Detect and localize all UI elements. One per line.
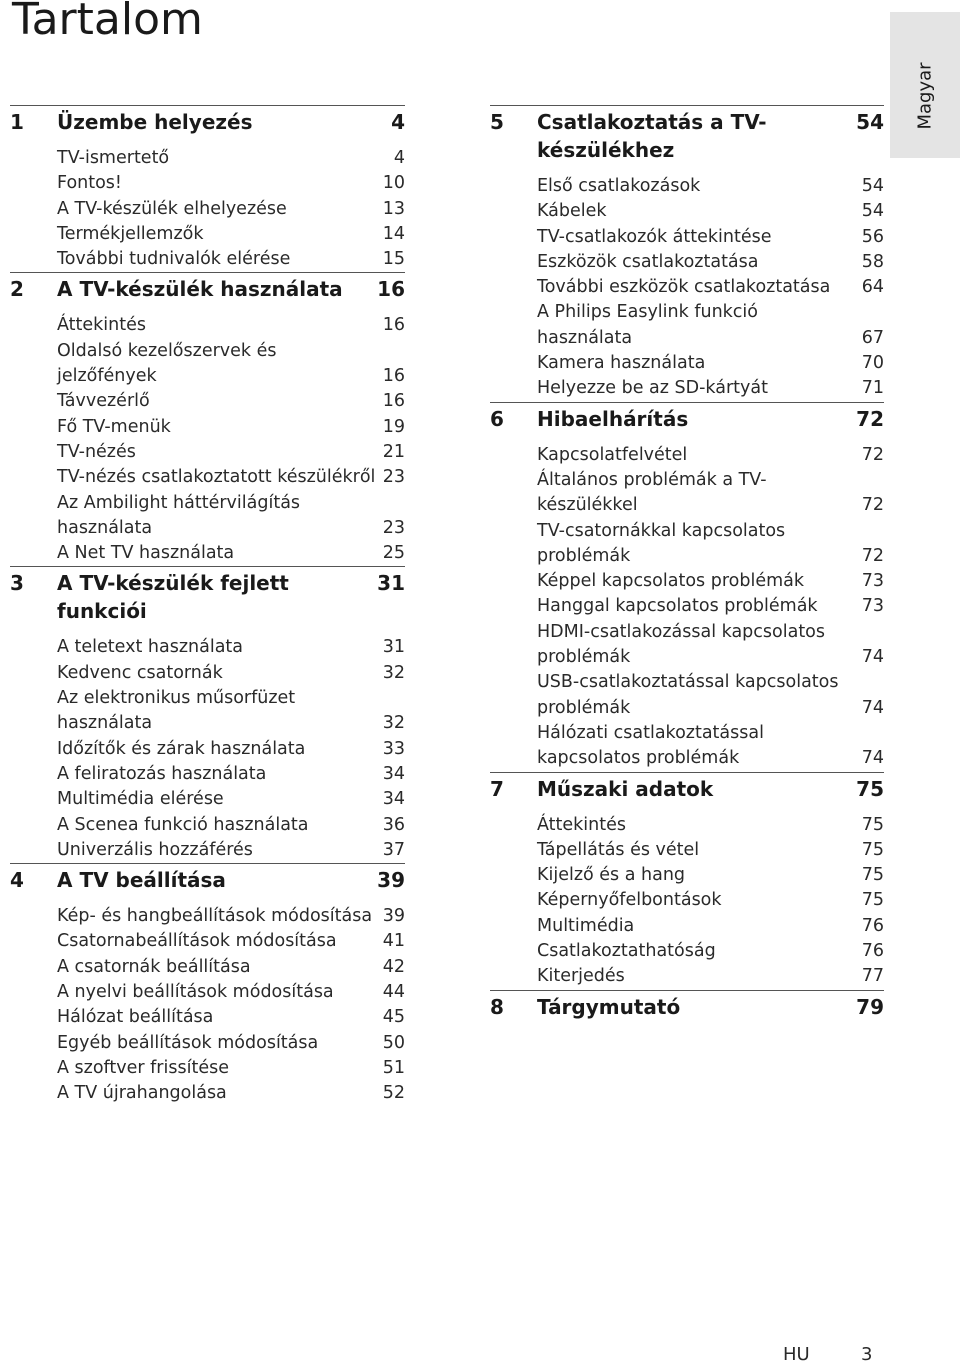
toc-entry-list [490, 174, 884, 402]
toc-entry[interactable] [537, 863, 884, 888]
toc-entry[interactable] [57, 955, 405, 980]
entry-page-number: 45 [382, 1007, 405, 1028]
entry-title: A Philips Easylink funkció használata [537, 302, 758, 348]
toc-entry[interactable] [57, 491, 405, 542]
entry-title: Fontos! [57, 173, 122, 194]
section-page-number: 72 [856, 406, 884, 431]
entry-page-number: 25 [382, 543, 405, 564]
toc-entry[interactable] [537, 225, 884, 250]
toc-entry[interactable] [57, 171, 405, 196]
toc-entry[interactable] [57, 762, 405, 787]
toc-entry-list [10, 313, 405, 566]
entry-page-number: 23 [382, 517, 405, 538]
section-number: 6 [490, 406, 504, 431]
entry-title: Termékjellemzők [57, 223, 204, 244]
entry-page-number: 64 [861, 277, 884, 298]
entry-title: TV-nézés [57, 441, 136, 462]
language-tab-label: Magyar [914, 62, 936, 130]
entry-page-number: 14 [382, 223, 405, 244]
section-heading[interactable] [10, 566, 405, 635]
entry-page-number: 75 [861, 814, 884, 835]
section-number: 7 [490, 776, 504, 801]
toc-entry[interactable] [57, 980, 405, 1005]
entry-title: Eszközök csatlakoztatása [537, 251, 759, 272]
entry-page-number: 75 [861, 839, 884, 860]
toc-entry-list [10, 635, 405, 863]
entry-page-number: 31 [382, 637, 405, 658]
section-title: Csatlakoztatás a TV-készülékhez [537, 110, 767, 162]
entry-page-number: 13 [382, 198, 405, 219]
toc-entry[interactable] [537, 888, 884, 913]
toc-section [10, 105, 405, 272]
section-number: 2 [10, 277, 24, 302]
entry-page-number: 42 [382, 956, 405, 977]
toc-entry[interactable] [537, 199, 884, 224]
entry-title: Fő TV-menük [57, 416, 171, 437]
section-number: 3 [10, 571, 24, 596]
section-page-number: 16 [377, 277, 405, 302]
section-title: Üzembe helyezés [57, 110, 253, 134]
section-heading[interactable] [490, 105, 884, 174]
entry-page-number: 10 [382, 173, 405, 194]
entry-title: Áttekintés [57, 315, 146, 336]
entry-page-number: 71 [861, 378, 884, 399]
entry-page-number: 75 [861, 865, 884, 886]
toc-entry[interactable] [537, 813, 884, 838]
entry-title: Kijelző és a hang [537, 865, 686, 886]
toc-entry[interactable] [57, 686, 405, 737]
entry-title: A Scenea funkció használata [57, 814, 309, 835]
toc-entry[interactable] [537, 721, 884, 772]
entry-title: A Net TV használata [57, 543, 235, 564]
entry-title: Kedvenc csatornák [57, 662, 223, 683]
entry-title: Az Ambilight háttérvilágítás használata [57, 492, 301, 538]
entry-page-number: 4 [393, 148, 405, 168]
entry-page-number: 16 [382, 366, 405, 387]
entry-page-number: 37 [382, 839, 405, 860]
entry-page-number: 19 [382, 416, 405, 437]
entry-page-number: 23 [382, 467, 405, 488]
toc-entry-list [10, 904, 405, 1106]
toc-entry[interactable] [537, 275, 884, 300]
entry-title: Kapcsolatfelvétel [537, 444, 688, 465]
entry-page-number: 39 [382, 906, 405, 927]
entry-page-number: 15 [382, 249, 405, 270]
entry-page-number: 72 [861, 495, 884, 516]
entry-page-number: 76 [861, 915, 884, 936]
entry-page-number: 75 [861, 890, 884, 911]
toc-entry[interactable] [537, 300, 884, 351]
entry-page-number: 70 [861, 353, 884, 374]
entry-page-number: 34 [382, 763, 405, 784]
toc-entry[interactable] [57, 222, 405, 247]
section-number: 4 [10, 868, 24, 893]
entry-page-number: 56 [861, 226, 884, 247]
toc-entry[interactable] [57, 737, 405, 762]
section-title: Műszaki adatok [537, 776, 714, 801]
toc-section [490, 772, 884, 990]
entry-page-number: 50 [382, 1032, 405, 1053]
toc-entry[interactable] [537, 620, 884, 671]
entry-title: Kép- és hangbeállítások módosítása [57, 906, 373, 927]
footer-page-number: 3 [861, 1344, 873, 1365]
entry-title: A teletext használata [57, 637, 243, 658]
toc-entry[interactable] [57, 1005, 405, 1030]
entry-title: Kábelek [537, 201, 607, 222]
toc-entry[interactable] [537, 376, 884, 401]
entry-title: Egyéb beállítások módosítása [57, 1032, 319, 1053]
entry-title: Hálózati csatlakoztatással kapcsolatos problémák [537, 722, 764, 769]
toc-entry[interactable] [57, 813, 405, 838]
entry-title: TV-csatlakozók áttekintése [537, 226, 772, 247]
toc-entry[interactable] [57, 313, 405, 338]
toc-entry[interactable] [537, 964, 884, 989]
entry-page-number: 32 [382, 713, 405, 734]
entry-title: A TV újrahangolása [57, 1083, 227, 1104]
entry-title: Az elektronikus műsorfüzet használata [57, 688, 296, 734]
toc-entry[interactable] [57, 661, 405, 686]
entry-page-number: 67 [861, 327, 884, 348]
entry-title: Univerzális hozzáférés [57, 839, 253, 860]
toc-right-column [490, 105, 884, 1031]
entry-title: HDMI-csatlakozással kapcsolatos problémák [537, 621, 826, 668]
toc-entry[interactable] [537, 519, 884, 570]
entry-title: Képernyőfelbontások [537, 890, 722, 911]
entry-page-number: 51 [382, 1057, 405, 1078]
toc-entry[interactable] [57, 1056, 405, 1081]
section-heading[interactable] [10, 105, 405, 146]
toc-entry[interactable] [537, 250, 884, 275]
section-page-number: 4 [391, 110, 405, 134]
entry-page-number: 41 [382, 931, 405, 952]
entry-title: Multimédia elérése [57, 789, 224, 810]
section-page-number: 39 [377, 868, 405, 893]
toc-entry-list [10, 146, 405, 272]
toc-entry[interactable] [57, 197, 405, 222]
entry-title: A TV-készülék elhelyezése [57, 198, 287, 219]
toc-entry-list [490, 813, 884, 990]
toc-entry[interactable] [537, 838, 884, 863]
toc-entry[interactable] [537, 670, 884, 721]
footer-language: HU [783, 1344, 810, 1365]
section-title: A TV beállítása [57, 868, 226, 893]
toc-section [490, 990, 884, 1031]
toc-entry[interactable] [537, 569, 884, 594]
section-title: A TV-készülék használata [57, 277, 343, 302]
entry-title: További eszközök csatlakoztatása [537, 277, 831, 298]
section-heading[interactable] [490, 402, 884, 443]
entry-page-number: 33 [382, 738, 405, 759]
toc-entry[interactable] [57, 904, 405, 929]
entry-page-number: 74 [861, 647, 884, 668]
toc-left-column [10, 105, 405, 1107]
entry-page-number: 44 [382, 982, 405, 1003]
entry-title: Időzítők és zárak használata [57, 738, 306, 759]
entry-title: A szoftver frissítése [57, 1057, 229, 1078]
toc-section [10, 272, 405, 566]
entry-title: TV-ismertető [57, 148, 170, 168]
entry-title: Képpel kapcsolatos problémák [537, 571, 804, 592]
toc-entry[interactable] [537, 914, 884, 939]
entry-page-number: 72 [861, 444, 884, 465]
section-heading[interactable] [10, 863, 405, 904]
entry-title: Áttekintés [537, 814, 626, 835]
page-title: Tartalom [12, 0, 203, 45]
section-page-number: 75 [856, 776, 884, 801]
toc-entry[interactable] [537, 939, 884, 964]
section-heading[interactable] [490, 990, 884, 1031]
entry-title: Multimédia [537, 915, 635, 936]
entry-page-number: 16 [382, 315, 405, 336]
toc-entry[interactable] [57, 1031, 405, 1056]
toc-section [10, 863, 405, 1106]
toc-section [490, 402, 884, 772]
entry-title: Hanggal kapcsolatos problémák [537, 596, 818, 617]
entry-title: TV-nézés csatlakoztatott készülékről [57, 467, 376, 488]
entry-page-number: 73 [861, 596, 884, 617]
entry-title: Oldalsó kezelőszervek és jelzőfények [57, 340, 277, 387]
toc-entry[interactable] [537, 468, 884, 519]
entry-page-number: 21 [382, 441, 405, 462]
entry-page-number: 76 [861, 941, 884, 962]
entry-page-number: 52 [382, 1083, 405, 1104]
entry-title: A csatornák beállítása [57, 956, 251, 977]
entry-page-number: 32 [382, 662, 405, 683]
toc-entry[interactable] [57, 838, 405, 863]
toc-entry[interactable] [57, 465, 405, 490]
entry-title: Kamera használata [537, 353, 706, 374]
language-tab [890, 12, 960, 158]
section-title: Tárgymutató [537, 994, 681, 1019]
toc-section [490, 105, 884, 402]
toc-entry[interactable] [57, 929, 405, 954]
entry-title: Kiterjedés [537, 966, 625, 987]
toc-entry[interactable] [537, 174, 884, 199]
entry-page-number: 74 [861, 748, 884, 769]
entry-title: A feliratozás használata [57, 763, 267, 784]
toc-entry[interactable] [57, 415, 405, 440]
toc-entry[interactable] [57, 787, 405, 812]
toc-section [10, 566, 405, 863]
entry-title: Helyezze be az SD-kártyát [537, 378, 768, 399]
section-title: Hibaelhárítás [537, 406, 689, 431]
entry-page-number: 54 [861, 176, 884, 196]
toc-entry[interactable] [57, 541, 405, 566]
toc-entry[interactable] [57, 247, 405, 272]
section-heading[interactable] [10, 272, 405, 313]
section-number: 5 [490, 110, 504, 134]
toc-entry-list [490, 443, 884, 772]
toc-entry[interactable] [57, 339, 405, 390]
toc-entry[interactable] [57, 440, 405, 465]
entry-page-number: 34 [382, 789, 405, 810]
entry-page-number: 77 [861, 966, 884, 987]
toc-entry[interactable] [57, 146, 405, 171]
entry-page-number: 54 [861, 201, 884, 222]
entry-title: USB-csatlakoztatással kapcsolatos problémák [537, 672, 839, 718]
toc-entry[interactable] [57, 1081, 405, 1106]
section-number: 8 [490, 994, 504, 1019]
entry-title: További tudnivalók elérése [57, 249, 291, 270]
toc-entry[interactable] [57, 635, 405, 660]
entry-title: Csatlakoztathatóság [537, 941, 716, 962]
toc-entry[interactable] [537, 351, 884, 376]
section-heading[interactable] [490, 772, 884, 813]
toc-entry[interactable] [537, 443, 884, 468]
section-page-number: 79 [856, 994, 884, 1019]
entry-title: TV-csatornákkal kapcsolatos problémák [537, 520, 786, 566]
entry-page-number: 72 [861, 545, 884, 566]
section-title: A TV-készülék fejlett funkciói [57, 571, 289, 624]
section-page-number: 54 [856, 110, 884, 134]
section-number: 1 [10, 110, 24, 134]
entry-page-number: 74 [861, 697, 884, 718]
entry-title: A nyelvi beállítások módosítása [57, 982, 334, 1003]
entry-page-number: 16 [382, 391, 405, 412]
toc-entry[interactable] [537, 594, 884, 619]
entry-title: Első csatlakozások [537, 176, 701, 196]
section-page-number: 31 [377, 571, 405, 596]
entry-page-number: 36 [382, 814, 405, 835]
entry-page-number: 73 [861, 571, 884, 592]
entry-title: Távvezérlő [57, 391, 150, 412]
entry-page-number: 58 [861, 251, 884, 272]
entry-title: Tápellátás és vétel [537, 839, 700, 860]
entry-title: Csatornabeállítások módosítása [57, 931, 337, 952]
entry-title: Hálózat beállítása [57, 1007, 214, 1028]
toc-entry[interactable] [57, 389, 405, 414]
entry-title: Általános problémák a TV-készülékkel [537, 469, 767, 516]
